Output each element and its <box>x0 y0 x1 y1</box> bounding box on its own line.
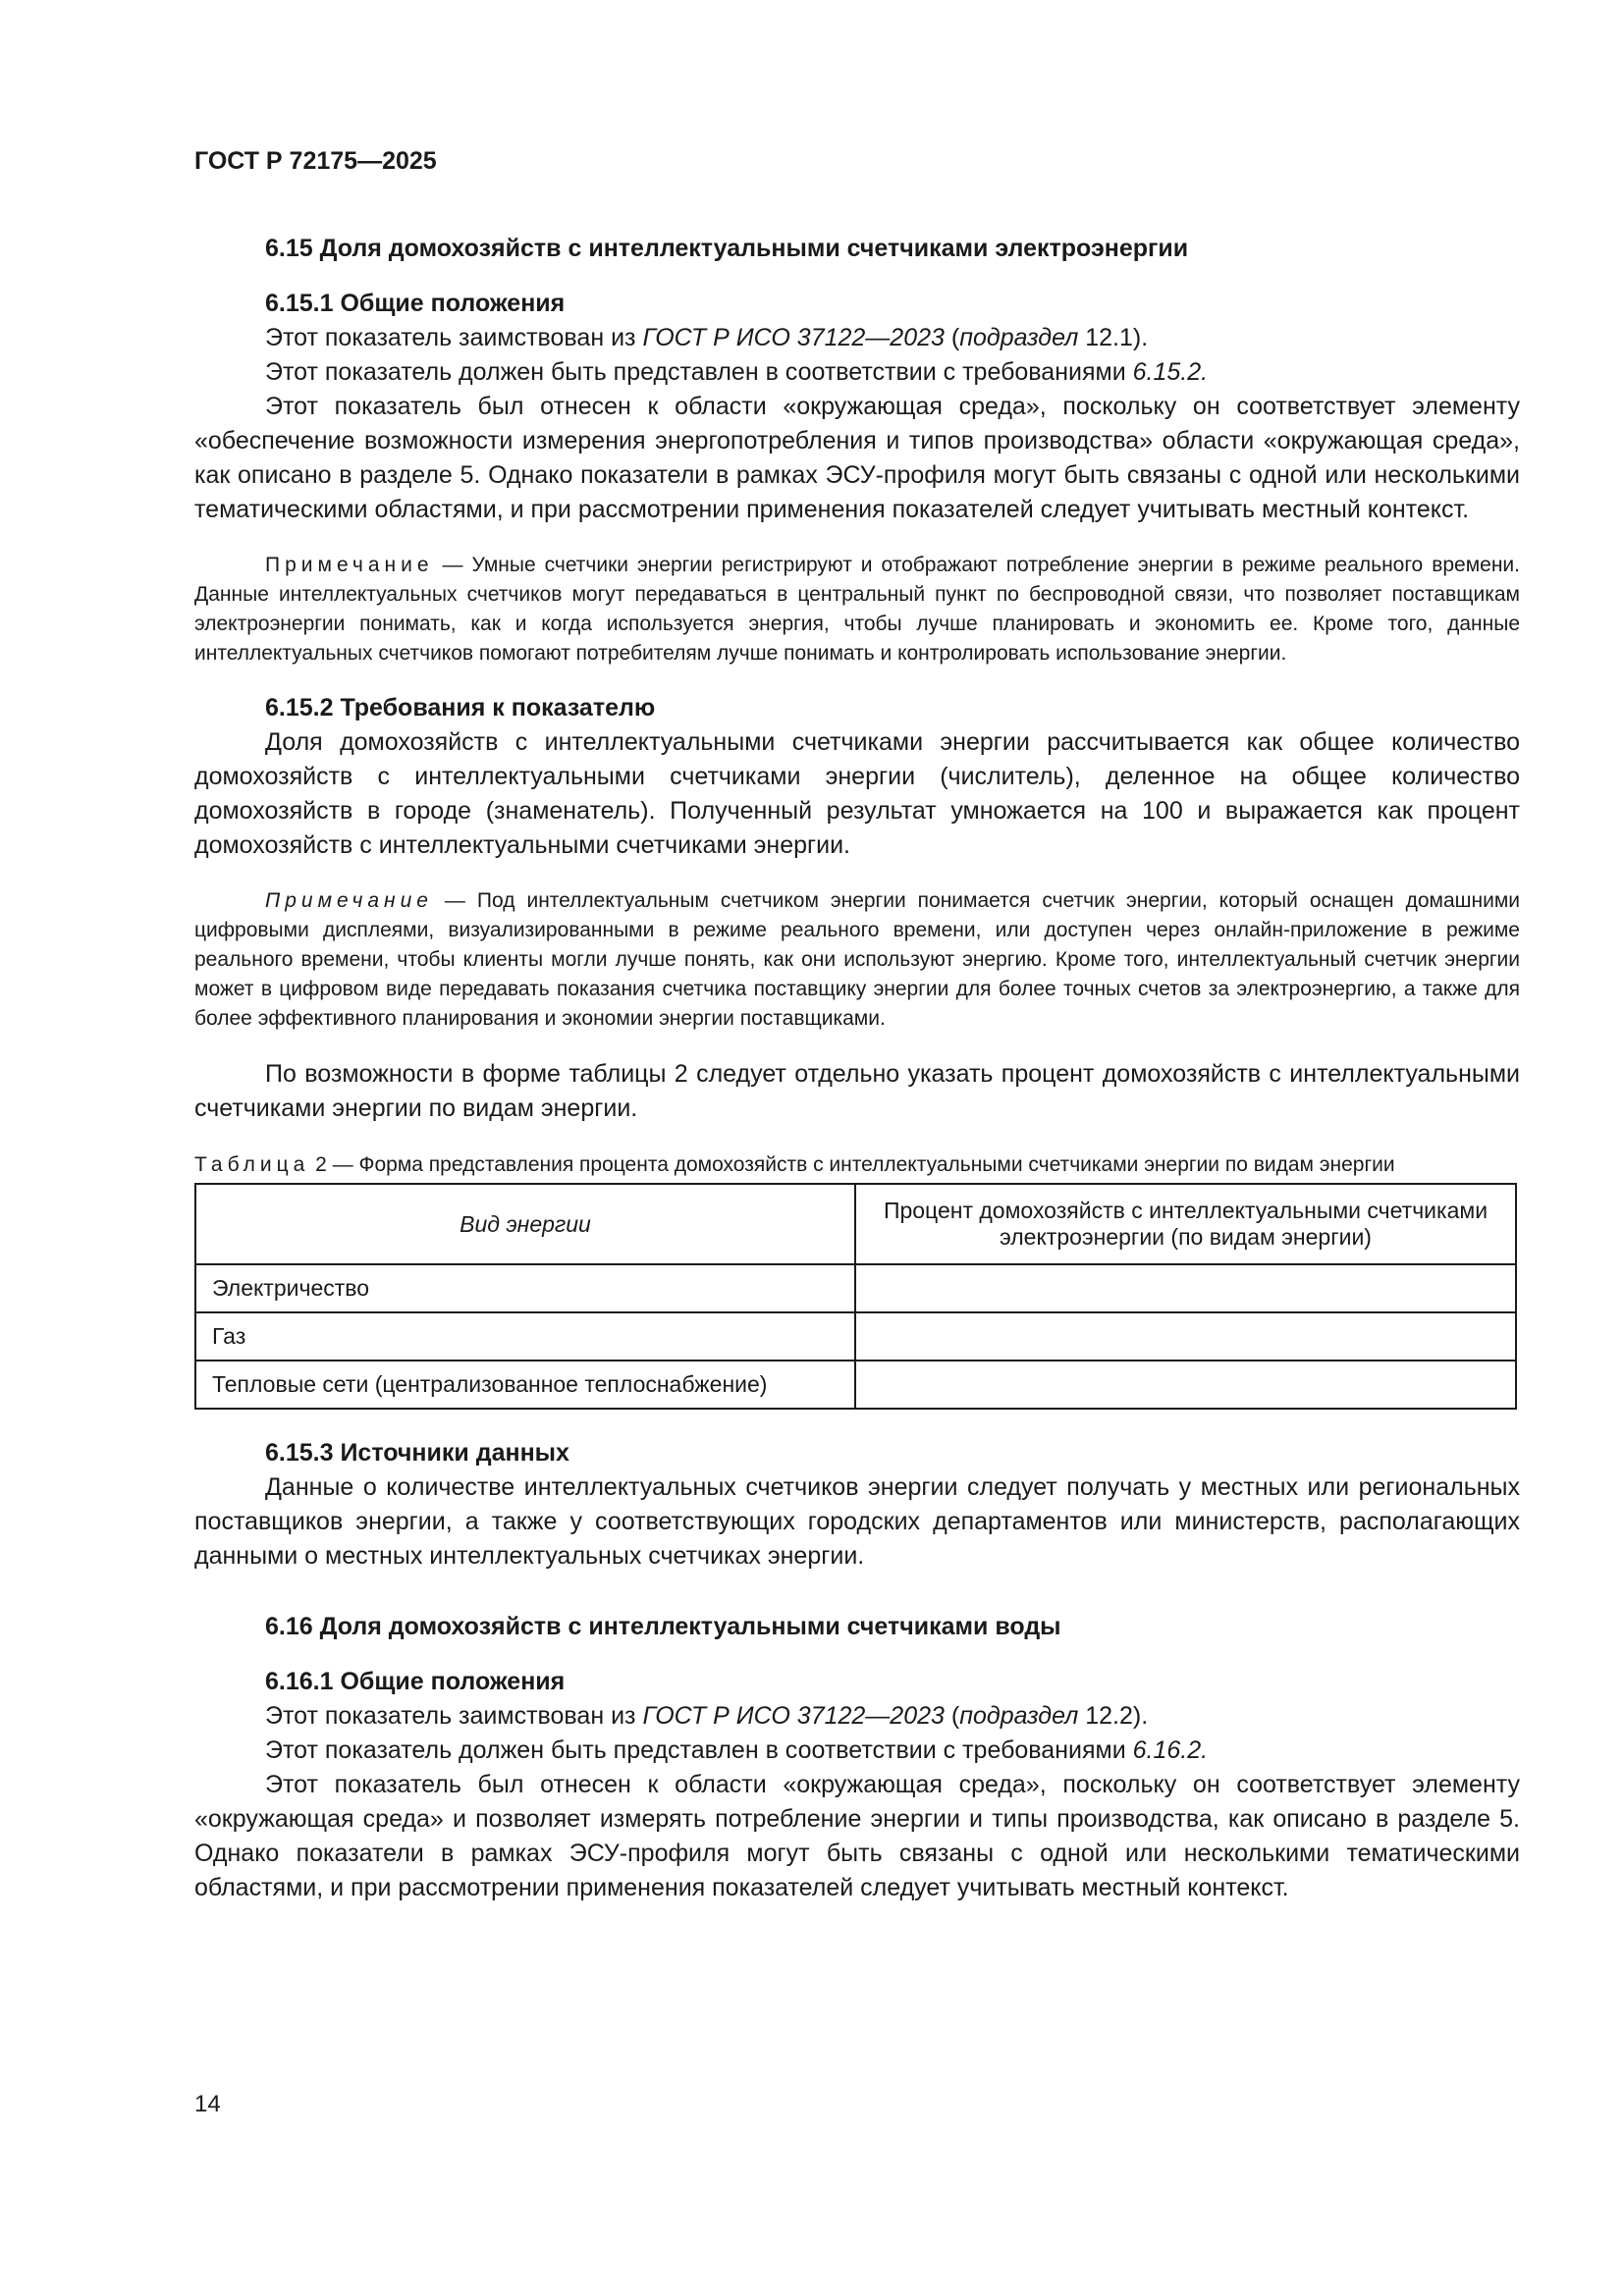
note-smart-meters: Примечание — Умные счетчики энергии регистрируют и отображают потребление энергии в режиме реального времени. Данные интеллектуальных счетчиков могут передаваться в центральный пункт по беспроводной связи, что позволяет поставщикам электроэнергии понимать, как и когда используется энергия, чтобы лучше планировать и экономить ее. Кроме того, данные интеллектуальных счетчиков помогают потребителям лучше понимать и контролировать использование энергии. <box>194 554 1520 665</box>
table-caption: Таблица 2 — Форма представления процента домохозяйств с интеллектуальными счетчиками энергии по видам энергии <box>194 1153 1395 1176</box>
paragraph-area: Этот показатель был отнесен к области «окружающая среда», поскольку он соответствует элементу «обеспечение возможности измерения энергопотребления и типов производства» области «окружающая среда», как описано в разделе 5. Однако показатели в рамках ЭСУ-профиля могут быть связаны с одной или несколькими тематическими областями, и при рассмотрении применения показателей следует учитывать местный контекст. <box>194 393 1520 523</box>
standard-ref-link: ГОСТ Р ИСО 37122—2023 <box>642 324 945 351</box>
table-cell-percent <box>855 1361 1516 1409</box>
paragraph-requirements-ref: Этот показатель должен быть представлен в соответствии с требованиями 6.15.2. <box>265 358 1209 386</box>
paragraph-calculation: Доля домохозяйств с интеллектуальными счетчиками энергии рассчитывается как общее количество домохозяйств с интеллектуальными счетчиками энергии (числитель), деленное на общее количество домохозяйств в городе (знаменатель). Полученный результат умножается на 100 и выражается как процент домохозяйств с интеллектуальными счетчиками энергии. <box>194 728 1520 859</box>
table-header-row <box>195 1184 1516 1264</box>
paragraph-source: Этот показатель заимствован из ГОСТ Р ИСО 37122—2023 (подраздел 12.1). <box>265 324 1149 351</box>
table-row <box>195 1312 1516 1361</box>
subsection-title-6-15-1: 6.15.1 Общие положения <box>265 290 566 317</box>
document-page <box>194 147 1520 1905</box>
table-cell-energy-type: Тепловые сети (централизованное теплоснабжение) <box>195 1361 855 1409</box>
subsection-title-6-15-2: 6.15.2 Требования к показателю <box>265 694 656 721</box>
subsection-title-6-16-1: 6.16.1 Общие положения <box>265 1668 566 1695</box>
paragraph-source: Этот показатель заимствован из ГОСТ Р ИСО 37122—2023 (подраздел 12.2). <box>265 1702 1149 1730</box>
section-title-6-16: 6.16 Доля домохозяйств с интеллектуальными счетчиками воды <box>265 1613 1061 1640</box>
table-cell-percent <box>855 1264 1516 1312</box>
energy-types-table <box>194 1183 1517 1410</box>
note-smart-meter-definition: Примечание — Под интеллектуальным счетчиком энергии понимается счетчик энергии, который оснащен домашними цифровыми дисплеями, визуализированными в режиме реального времени, или доступен через онлайн-приложение в режиме реального времени, чтобы клиенты могли лучше понять, как они используют энергию. Кроме того, интеллектуальный счетчик энергии может в цифровом виде передавать показания счетчика поставщику энергии для более точных счетов за электроэнергию, а также для более эффективного планирования и экономии энергии поставщиками. <box>194 889 1520 1030</box>
paragraph-area: Этот показатель был отнесен к области «окружающая среда», поскольку он соответствует элементу «окружающая среда» и позволяет измерять потребление энергии и типы производства, как описано в разделе 5. Однако показатели в рамках ЭСУ-профиля могут быть связаны с одной или несколькими тематическими областями, и при рассмотрении применения показателей следует учитывать местный контекст. <box>194 1771 1520 1901</box>
table-header-percent: Процент домохозяйств с интеллектуальными счетчиками электроэнергии (по видам энергии) <box>855 1184 1516 1264</box>
section-title-6-15: 6.15 Доля домохозяйств с интеллектуальными счетчиками электроэнергии <box>265 235 1189 262</box>
table-cell-energy-type: Газ <box>195 1312 855 1361</box>
standard-ref-link: ГОСТ Р ИСО 37122—2023 <box>642 1702 945 1730</box>
paragraph-table-reference: По возможности в форме таблицы 2 следует отдельно указать процент домохозяйств с интеллектуальными счетчиками энергии по видам энергии. <box>194 1060 1520 1122</box>
subsection-title-6-15-3: 6.15.3 Источники данных <box>265 1439 569 1467</box>
paragraph-data-sources: Данные о количестве интеллектуальных счетчиков энергии следует получать у местных или региональных поставщиков энергии, а также у соответствующих городских департаментов или министерств, располагающих данными о местных интеллектуальных счетчиках энергии. <box>194 1473 1520 1570</box>
table-header-energy-type: Вид энергии <box>195 1184 855 1264</box>
table-row <box>195 1361 1516 1409</box>
standard-designation: ГОСТ Р 72175—2025 <box>194 147 437 175</box>
table-cell-percent <box>855 1312 1516 1361</box>
table-row <box>195 1264 1516 1312</box>
table-cell-energy-type: Электричество <box>195 1264 855 1312</box>
paragraph-requirements-ref: Этот показатель должен быть представлен в соответствии с требованиями 6.16.2. <box>265 1736 1209 1764</box>
page-number: 14 <box>194 2091 221 2117</box>
